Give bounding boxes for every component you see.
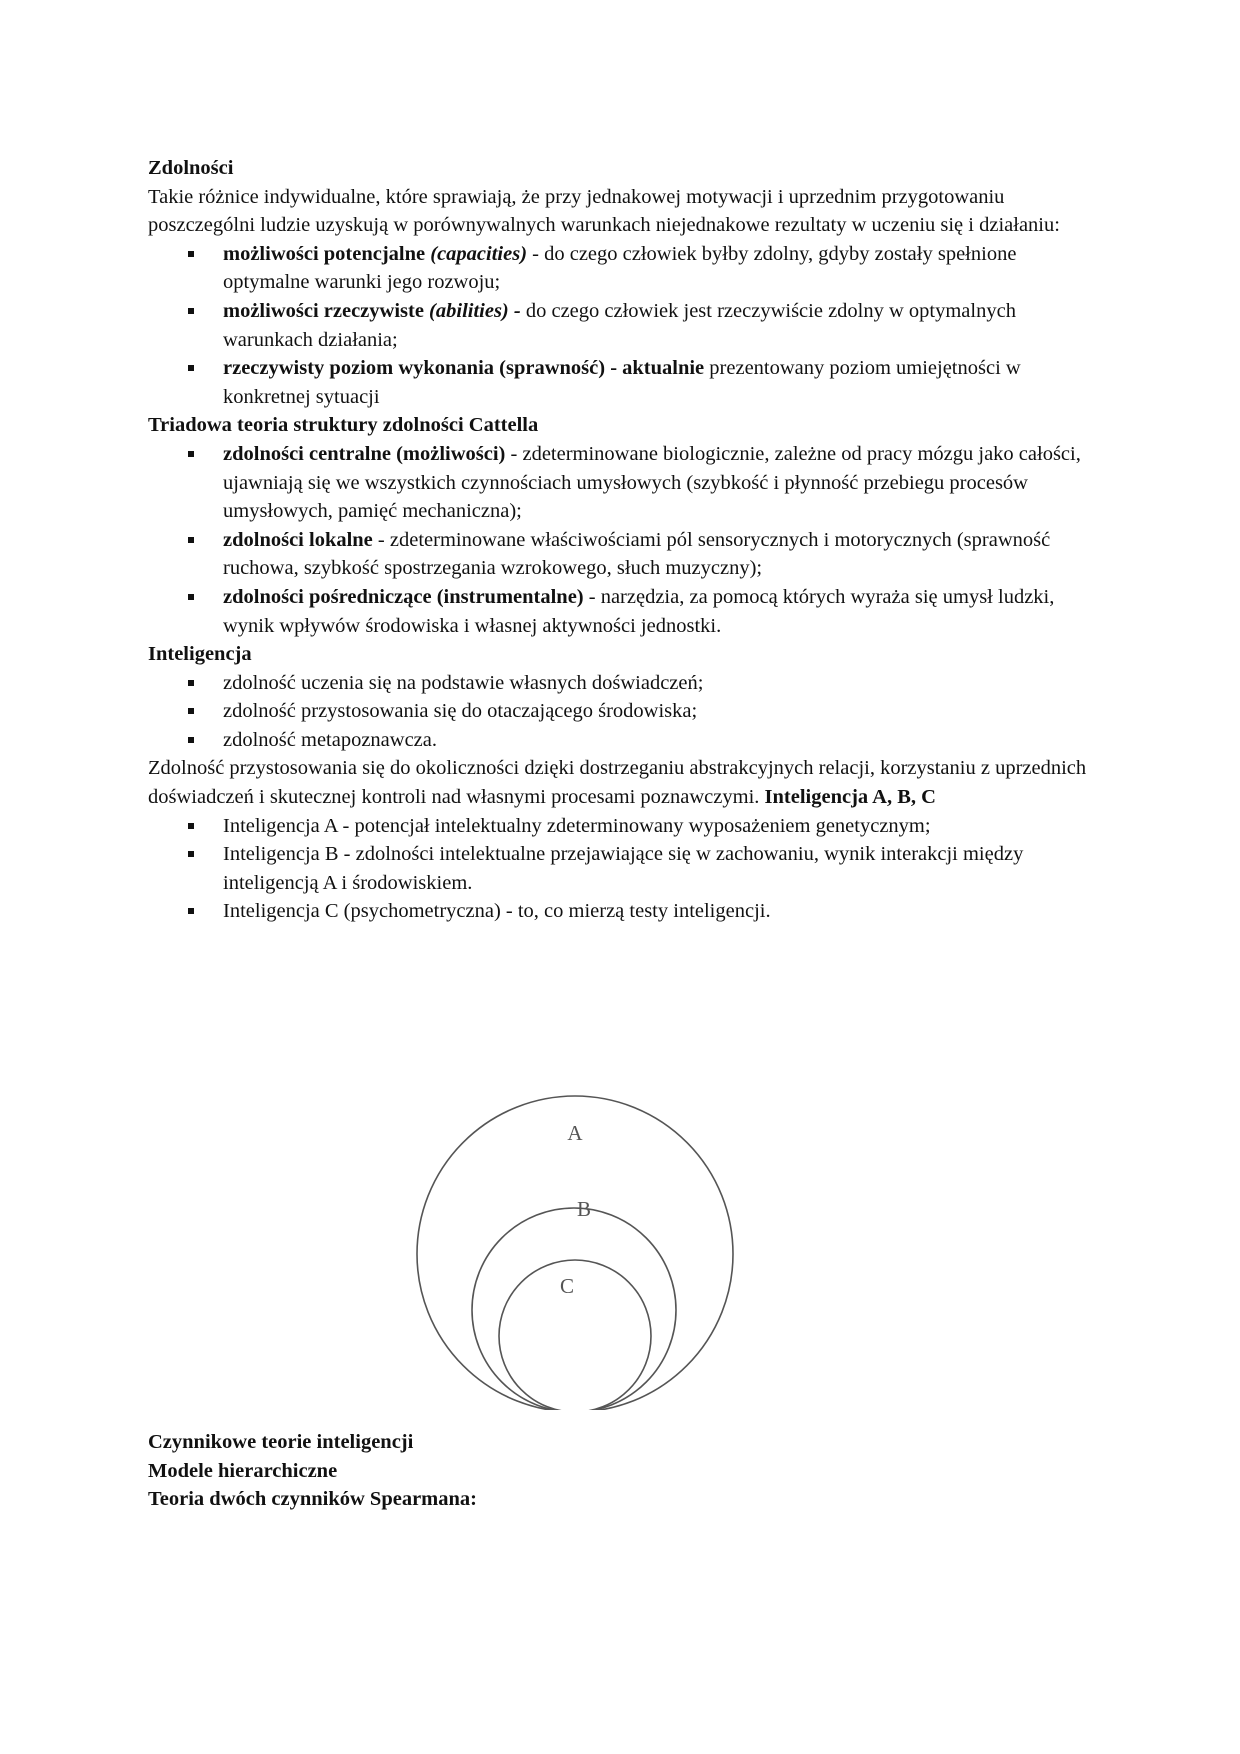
list-item: Inteligencja B - zdolności intelektualne przejawiające się w zachowaniu, wynik interakcji między inteligencją A i środowiskiem. (148, 840, 1098, 897)
inteligencja-list (148, 669, 1098, 755)
heading-czynnikowe: Czynnikowe teorie inteligencji (148, 1431, 414, 1453)
heading-zdolnosci: Zdolności (148, 157, 234, 179)
list-item: zdolność przystosowania się do otaczającego środowiska; (148, 697, 1098, 726)
abc-heading: Inteligencja A, B, C (764, 786, 936, 809)
inteligencja-definition: Zdolność przystosowania się do okoliczności dzięki dostrzeganiu abstrakcyjnych relacji, korzystaniu z uprzednich doświadczeń i skutecznej kontroli nad własnymi procesami poznawczymi. Inteligencja A, B, C (148, 757, 1087, 809)
abc-list (148, 812, 1098, 926)
list-item: zdolności pośredniczące (instrumentalne) - narzędzia, za pomocą których wyraża się umysł ludzki, wynik wpływów środowiska i własnej aktywności jednostki. (148, 583, 1098, 640)
list-item: możliwości rzeczywiste (abilities) - do czego człowiek jest rzeczywiście zdolny w optymalnych warunkach działania; (148, 297, 1098, 354)
zdolnosci-list (148, 240, 1098, 412)
list-item: Inteligencja A - potencjał intelektualny zdeterminowany wyposażeniem genetycznym; (148, 812, 1098, 841)
factor-theories-section (148, 1428, 1098, 1514)
document-content (148, 154, 1098, 926)
zdolnosci-definition: Takie różnice indywidualne, które sprawiają, że przy jednakowej motywacji i uprzednim przygotowaniu poszczególni ludzie uzyskują w porównywalnych warunkach niejednakowe rezultaty w uczeniu się i działaniu: (148, 185, 1060, 237)
list-item: zdolności centralne (możliwości) - zdeterminowane biologicznie, zależne od pracy mózgu jako całości, ujawniają się we wszystkich czynnościach umysłowych (szybkość i płynność przebiegu procesów umysłowych, pamięć mechaniczna); (148, 440, 1098, 526)
list-item: zdolność metapoznawcza. (148, 726, 1098, 755)
list-item: zdolność uczenia się na podstawie własnych doświadczeń; (148, 669, 1098, 698)
heading-inteligencja: Inteligencja (148, 643, 252, 666)
list-item: rzeczywisty poziom wykonania (sprawność) - aktualnie prezentowany poziom umiejętności w konkretnej sytuacji (148, 354, 1098, 411)
label-c: C (559, 1274, 575, 1298)
list-item: Inteligencja C (psychometryczna) - to, co mierzą testy inteligencji. (148, 897, 1098, 926)
cattell-list (148, 440, 1098, 640)
label-a: A (567, 1121, 583, 1145)
heading-cattell: Triadowa teoria struktury zdolności Cattella (148, 414, 539, 437)
circle-c (499, 1260, 651, 1410)
list-item: zdolności lokalne - zdeterminowane właściwościami pól sensorycznych i motorycznych (sprawność ruchowa, szybkość spostrzegania wzrokowego, słuch muzyczny); (148, 526, 1098, 583)
heading-modele: Modele hierarchiczne (148, 1459, 338, 1482)
heading-spearman: Teoria dwóch czynników Spearmana: (148, 1488, 477, 1511)
nested-circles-diagram (410, 1090, 740, 1410)
list-item: możliwości potencjalne (capacities) - do czego człowiek byłby zdolny, gdyby zostały spełnione optymalne warunki jego rozwoju; (148, 240, 1098, 297)
label-b: B (576, 1197, 592, 1221)
